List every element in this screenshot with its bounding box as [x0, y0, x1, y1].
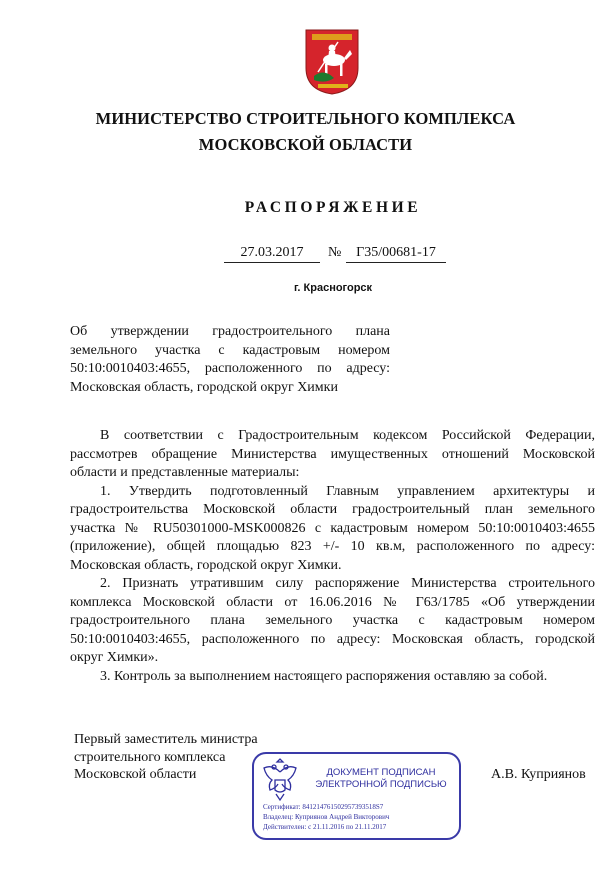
signer-position-line: строительного комплекса [74, 749, 226, 765]
document-body [70, 427, 595, 686]
body-line: 50:10:0010403:4655, расположенного по адресу: Московская область, городской [70, 631, 595, 647]
body-line: области и представленные материалы: [70, 465, 300, 480]
subject-line: Об утверждении градостроительного плана [70, 324, 390, 339]
body-line: градостроительства Московской области градостроительный план земельного [70, 502, 595, 517]
ministry-name-line1: МИНИСТЕРСТВО СТРОИТЕЛЬНОГО КОМПЛЕКСА [95, 109, 516, 128]
ministry-name-line2: МОСКОВСКОЙ ОБЛАСТИ [198, 135, 413, 154]
document-subject [70, 323, 390, 397]
stamp-title-line: ЭЛЕКТРОННОЙ ПОДПИСЬЮ [315, 778, 447, 790]
document-type-title: РАСПОРЯЖЕНИЕ [244, 199, 422, 216]
stamp-certificate: Сертификат: 841214761502957393518S7 [263, 803, 384, 811]
subject-line: 50:10:0010403:4655, расположенного по адресу: [70, 361, 390, 376]
body-line: рассмотрев обращение Министерства имущественных отношений Московской [70, 446, 595, 462]
coat-of-arms-icon [304, 28, 360, 96]
body-line: участка № RU50301000-MSK000826 с кадастровым номером 50:10:0010403:4655 [70, 520, 595, 536]
electronic-signature-stamp [252, 752, 461, 840]
document-date: 27.03.2017 [224, 245, 320, 263]
stamp-owner: Владелец: Куприянов Андрей Викторович [263, 813, 390, 821]
body-line: 3. Контроль за выполнением настоящего распоряжения оставляю за собой. [100, 668, 548, 684]
stamp-details [263, 802, 389, 832]
body-line: 2. Признать утратившим силу распоряжение Министерства строительного [100, 576, 595, 591]
stamp-title [306, 767, 456, 790]
signer-position-line: Московской области [74, 767, 197, 783]
signer-position-line: Первый заместитель министра [74, 732, 258, 747]
stamp-validity: Действителен: с 21.11.2016 по 21.11.2017 [263, 823, 387, 831]
body-line: округ Химки». [70, 650, 159, 665]
body-line: В соответствии с Градостроительным кодексом Российской Федерации, [100, 428, 595, 443]
subject-line: Московская область, городской округ Химки [70, 379, 338, 395]
item-3-paragraph [70, 668, 595, 687]
preamble-paragraph [70, 427, 595, 483]
document-number: Г35/00681-17 [346, 245, 446, 263]
stamp-title-line: ДОКУМЕНТ ПОДПИСАН [326, 767, 436, 778]
body-line: Московская область, городской округ Химки. [70, 557, 342, 573]
body-line: 1. Утвердить подготовленный Главным управлением архитектуры и [100, 483, 595, 499]
item-2-paragraph [70, 575, 595, 668]
signer-name: А.В. Куприянов [491, 767, 586, 782]
body-line: градостроительного плана земельного участка с кадастровым номером [70, 613, 595, 628]
body-line: (приложение), общей площадью 823 +/- 10 кв.м, расположенного по адресу: [70, 539, 595, 554]
signer-position [74, 731, 258, 784]
item-1-paragraph [70, 483, 595, 576]
body-line: комплекса Московской области от 16.06.2016 № Г63/1785 «Об утверждении [70, 594, 595, 610]
city: г. Красногорск [293, 282, 373, 294]
subject-line: земельного участка с кадастровым номером [70, 342, 390, 358]
number-sign: № [328, 245, 342, 260]
russian-eagle-icon [260, 758, 300, 802]
